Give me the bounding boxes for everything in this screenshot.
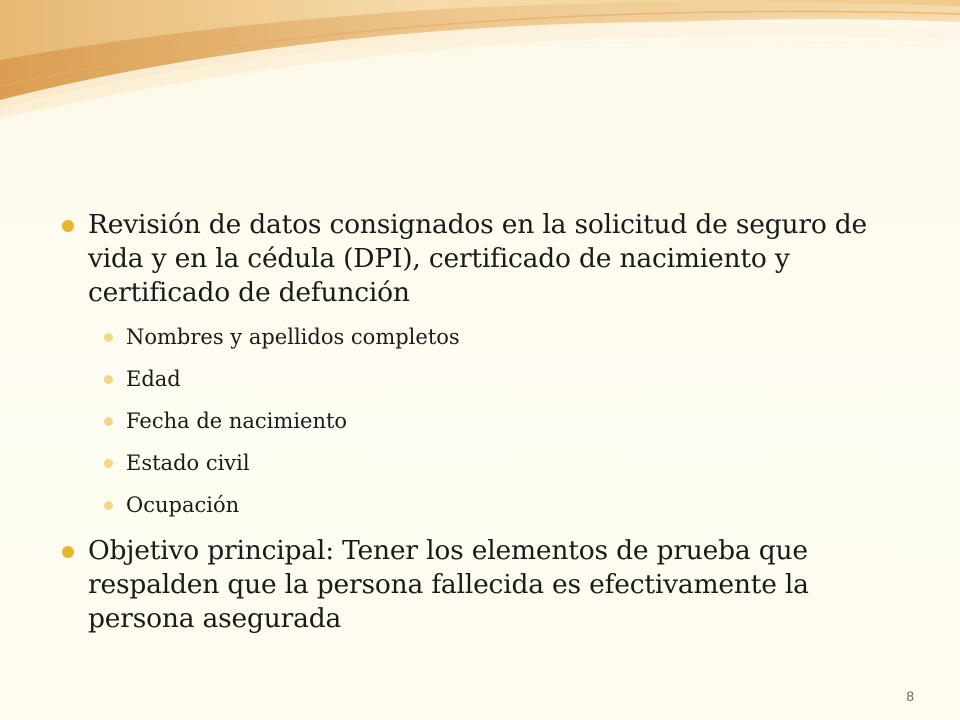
main-bullet-2-text: Objetivo principal: Tener los elementos de prueba que respalden que la persona fallecida es efectivamente la persona asegurada [88, 535, 809, 634]
sub-bullet-list [62, 324, 912, 518]
main-bullet-1 [62, 208, 912, 310]
sub-bullet-text: Fecha de nacimiento [126, 409, 348, 433]
sub-bullet-item [62, 450, 912, 476]
sub-bullet-item [62, 366, 912, 392]
header-wave-decoration [0, 0, 960, 130]
bullet-dot-icon [62, 220, 74, 232]
sub-bullet-item [62, 408, 912, 434]
slide-body [62, 208, 912, 650]
sub-bullet-item [62, 324, 912, 350]
bullet-dot-icon [62, 546, 74, 558]
main-bullet-1-text: Revisión de datos consignados en la solicitud de seguro de vida y en la cédula (DPI), certificado de nacimiento y certificado de defunción [88, 209, 868, 308]
sub-bullet-dot-icon [104, 333, 113, 342]
main-bullet-2 [62, 534, 912, 636]
sub-bullet-item [62, 492, 912, 518]
sub-bullet-text: Ocupación [126, 493, 240, 517]
sub-bullet-dot-icon [104, 459, 113, 468]
page-number: 8 [906, 688, 914, 704]
sub-bullet-dot-icon [104, 417, 113, 426]
sub-bullet-text: Nombres y apellidos completos [126, 325, 460, 349]
sub-bullet-dot-icon [104, 375, 113, 384]
sub-bullet-text: Edad [126, 367, 181, 391]
sub-bullet-dot-icon [104, 501, 113, 510]
sub-bullet-text: Estado civil [126, 451, 250, 475]
